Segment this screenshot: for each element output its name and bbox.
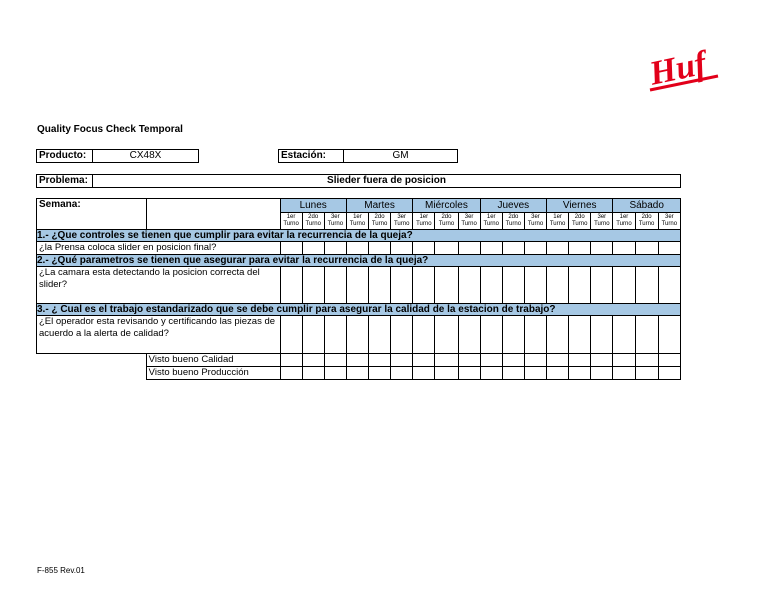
check-cell[interactable] [280,242,302,255]
check-item-3: ¿El operador esta revisando y certificando las piezas de acuerdo a la alerta de calidad? [37,316,281,354]
check-cell[interactable] [502,242,524,255]
check-cell[interactable] [346,267,368,304]
check-cell[interactable] [302,354,324,367]
check-cell[interactable] [591,267,613,304]
check-cell[interactable] [391,354,413,367]
check-cell[interactable] [280,354,302,367]
estacion-value[interactable]: GM [343,149,458,163]
check-cell[interactable] [658,367,680,380]
check-grid [36,198,681,380]
check-item-2: ¿La camara esta detectando la posicion correcta del slider? [37,267,281,304]
check-cell[interactable] [613,267,635,304]
question-1: 1.- ¿Que controles se tienen que cumplir para evitar la recurrencia de la queja? [37,230,681,242]
huf-logo [644,40,724,100]
check-cell[interactable] [524,267,546,304]
check-cell[interactable] [369,367,391,380]
question-3: 3.- ¿ Cual es el trabajo estandarizado que se debe cumplir para asegurar la calidad de la estacion de trabajo? [37,304,681,316]
day-miercoles: Miércoles [413,199,480,213]
check-cell[interactable] [369,354,391,367]
turno-header-cell: 2do Turno [569,213,591,230]
check-cell[interactable] [569,242,591,255]
form-revision: F-855 Rev.01 [37,566,85,575]
check-cell[interactable] [635,316,658,354]
check-cell[interactable] [591,354,613,367]
check-cell[interactable] [613,316,635,354]
check-cell[interactable] [524,367,546,380]
check-cell[interactable] [569,316,591,354]
question-2: 2.- ¿Qué parametros se tienen que asegurar para evitar la recurrencia de la queja? [37,255,681,267]
check-cell[interactable] [346,316,368,354]
problema-value[interactable]: Slieder fuera de posicion [92,174,681,188]
turno-header-cell: 1er Turno [547,213,569,230]
check-cell[interactable] [658,316,680,354]
turno-header-cell: 3er Turno [324,213,346,230]
check-cell[interactable] [458,267,480,304]
producto-label: Producto: [36,149,93,163]
check-cell[interactable] [547,316,569,354]
turno-header-cell: 1er Turno [480,213,502,230]
check-row-3 [37,316,681,354]
turno-header-cell: 2do Turno [302,213,324,230]
check-cell[interactable] [480,267,502,304]
form-title: Quality Focus Check Temporal [37,124,183,135]
check-cell[interactable] [658,242,680,255]
check-cell[interactable] [324,316,346,354]
turno-header-cell: 3er Turno [658,213,680,230]
turno-header-cell: 3er Turno [591,213,613,230]
check-cell[interactable] [413,267,435,304]
semana-label: Semana: [37,199,147,230]
visto-produccion-row [37,367,681,380]
check-cell[interactable] [635,242,658,255]
check-cell[interactable] [324,367,346,380]
check-cell[interactable] [480,354,502,367]
check-cell[interactable] [346,242,368,255]
check-cell[interactable] [591,367,613,380]
check-cell[interactable] [458,316,480,354]
check-cell[interactable] [391,267,413,304]
turno-header-cell: 3er Turno [391,213,413,230]
check-row-1 [37,242,681,255]
visto-produccion-label: Visto bueno Producción [146,367,280,380]
check-cell[interactable] [547,267,569,304]
check-cell[interactable] [391,367,413,380]
day-lunes: Lunes [280,199,346,213]
check-cell[interactable] [613,367,635,380]
turno-header-cell: 2do Turno [502,213,524,230]
check-cell[interactable] [524,316,546,354]
check-cell[interactable] [346,354,368,367]
check-cell[interactable] [591,242,613,255]
check-cell[interactable] [635,354,658,367]
check-cell[interactable] [280,267,302,304]
svg-text:Huf: Huf [646,44,710,93]
check-cell[interactable] [391,242,413,255]
check-cell[interactable] [324,354,346,367]
turno-header-cell: 1er Turno [280,213,302,230]
check-cell[interactable] [413,367,435,380]
check-cell[interactable] [502,354,524,367]
day-martes: Martes [346,199,412,213]
visto-calidad-label: Visto bueno Calidad [146,354,280,367]
check-cell[interactable] [280,316,302,354]
check-item-1: ¿la Prensa coloca slider en posicion final? [37,242,281,255]
check-cell[interactable] [435,367,458,380]
huf-logo-mark [644,40,724,100]
check-cell[interactable] [569,267,591,304]
check-cell[interactable] [658,267,680,304]
check-cell[interactable] [413,242,435,255]
check-cell[interactable] [435,316,458,354]
check-cell[interactable] [524,242,546,255]
check-cell[interactable] [613,354,635,367]
check-cell[interactable] [369,242,391,255]
check-cell[interactable] [524,354,546,367]
visto-calidad-row [37,354,681,367]
problema-label: Problema: [36,174,93,188]
check-cell[interactable] [502,316,524,354]
check-cell[interactable] [369,267,391,304]
day-jueves: Jueves [480,199,546,213]
turno-header-cell: 2do Turno [369,213,391,230]
check-cell[interactable] [435,267,458,304]
check-cell[interactable] [635,367,658,380]
check-cell[interactable] [458,354,480,367]
check-cell[interactable] [302,267,324,304]
check-cell[interactable] [480,242,502,255]
turno-header-cell: 1er Turno [613,213,635,230]
check-cell[interactable] [547,242,569,255]
check-cell[interactable] [302,316,324,354]
check-cell[interactable] [569,367,591,380]
turno-header-cell: 1er Turno [346,213,368,230]
check-cell[interactable] [480,316,502,354]
turno-header-cell: 3er Turno [458,213,480,230]
check-cell[interactable] [302,367,324,380]
check-cell[interactable] [613,242,635,255]
check-cell[interactable] [547,354,569,367]
check-cell[interactable] [569,354,591,367]
check-cell[interactable] [346,367,368,380]
check-cell[interactable] [591,316,613,354]
turno-header-cell: 3er Turno [524,213,546,230]
check-cell[interactable] [369,316,391,354]
day-sabado: Sábado [613,199,681,213]
turno-header-cell: 1er Turno [413,213,435,230]
estacion-label: Estación: [278,149,344,163]
check-cell[interactable] [635,267,658,304]
check-cell[interactable] [280,367,302,380]
check-cell[interactable] [502,267,524,304]
day-viernes: Viernes [547,199,613,213]
check-cell[interactable] [302,242,324,255]
check-cell[interactable] [391,316,413,354]
check-cell[interactable] [324,267,346,304]
check-cell[interactable] [413,354,435,367]
turno-header-cell: 2do Turno [635,213,658,230]
check-cell[interactable] [480,367,502,380]
check-cell[interactable] [413,316,435,354]
turno-header-cell: 2do Turno [435,213,458,230]
check-cell[interactable] [458,242,480,255]
check-cell[interactable] [324,242,346,255]
check-cell[interactable] [458,367,480,380]
check-cell[interactable] [502,367,524,380]
check-cell[interactable] [435,354,458,367]
semana-value[interactable] [146,199,280,230]
producto-value[interactable]: CX48X [92,149,199,163]
check-cell[interactable] [435,242,458,255]
check-cell[interactable] [658,354,680,367]
check-cell[interactable] [547,367,569,380]
check-row-2 [37,267,681,304]
